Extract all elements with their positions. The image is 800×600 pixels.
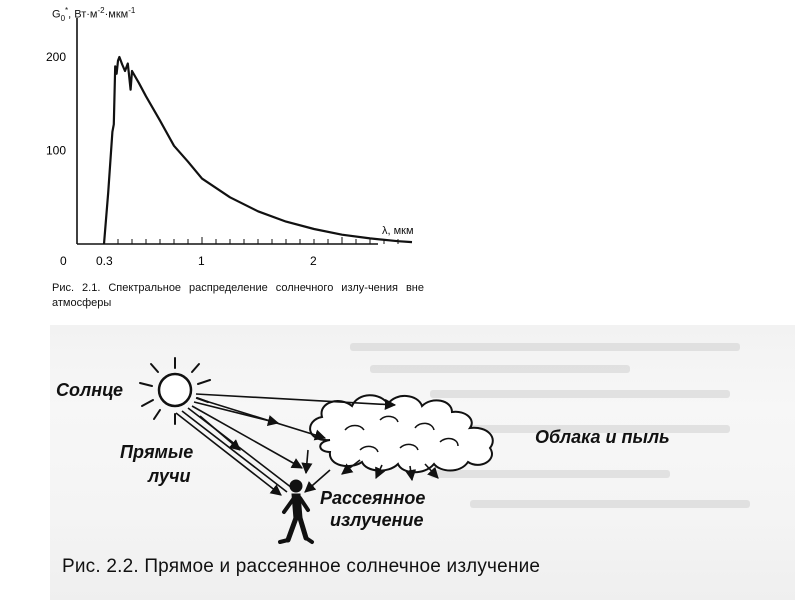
direct-rays-label-line1: Прямые [120, 442, 194, 462]
scattered-label-line2: излучение [330, 510, 424, 530]
sun-label: Солнце [56, 380, 124, 400]
figure-2-2-caption: Рис. 2.2. Прямое и рассеянное солнечное излучение [62, 556, 541, 577]
sun-icon [140, 358, 210, 424]
direct-rays-label-line2: лучи [148, 466, 191, 486]
x-tick-label: 0 [60, 254, 67, 268]
x-tick-label: 0.3 [96, 254, 113, 268]
spectrum-line [104, 57, 412, 244]
x-tick-label: 2 [310, 254, 317, 268]
spectrum-chart [0, 0, 440, 300]
cloud-icon [310, 395, 493, 472]
y-tick-label: 100 [46, 143, 67, 158]
x-tick-label: 1 [198, 254, 205, 268]
scattered-label-line1: Рассеянное [320, 488, 426, 508]
figure-2-1-caption: Рис. 2.1. Спектральное распределение солнечного излу-чения вне атмосферы [52, 282, 424, 309]
x-axis-title: λ, мкм [382, 225, 414, 237]
chart-series [104, 57, 412, 244]
clouds-label: Облака и пыль [535, 427, 670, 447]
y-axis-title: $G_0^*$, $Вт\cdot м^{-2}\cdot мкм^{-1}$ [52, 6, 136, 23]
figure-2-1 [0, 0, 440, 320]
chart-axes [77, 18, 378, 244]
y-tick-label: 200 [46, 50, 67, 64]
